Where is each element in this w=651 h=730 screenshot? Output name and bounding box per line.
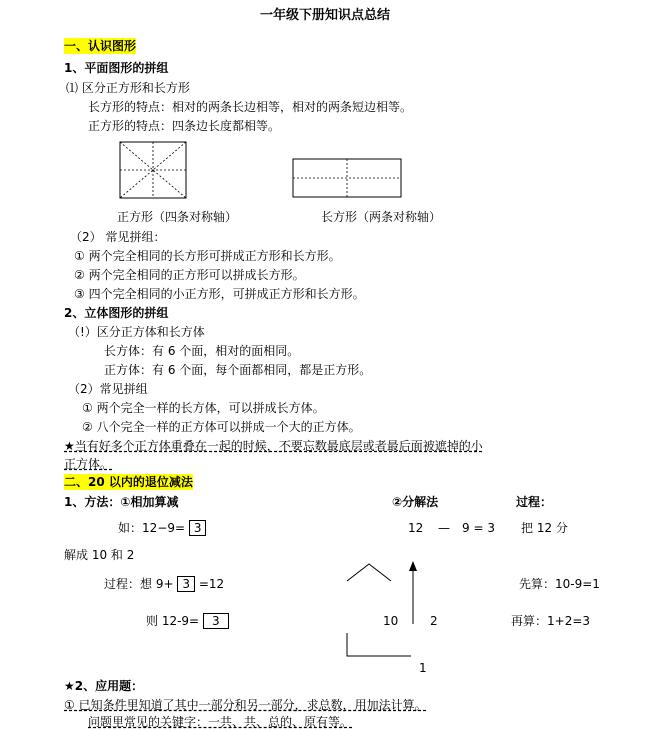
cube-feature: 正方体：有 6 个面，每个面都相同，都是正方形。 bbox=[104, 363, 372, 377]
point-common-solid-combos: （2）常见拼组 bbox=[68, 382, 148, 396]
then-line bbox=[146, 613, 229, 629]
remainder-one: 1 bbox=[419, 661, 427, 675]
rect-caption: 长方形（两条对称轴） bbox=[321, 210, 442, 224]
method-add-to-subtract: 1、方法：①相加算减 bbox=[64, 495, 179, 509]
method-decompose: ②分解法 bbox=[392, 495, 439, 509]
section-heading-subtraction: 二、20 以内的退位减法 bbox=[64, 475, 193, 489]
square-caption: 正方形（四条对称轴） bbox=[117, 210, 238, 224]
subheading-solid-shapes: 2、立体图形的拼组 bbox=[64, 306, 169, 320]
then-prefix: 则 12-9= bbox=[146, 614, 200, 628]
decomposition-diagram bbox=[347, 561, 417, 656]
example-line bbox=[118, 520, 206, 536]
list-item: ① 两个完全一样的长方体，可以拼成长方体。 bbox=[82, 401, 325, 415]
list-item: ② 两个完全相同的正方形可以拼成长方形。 bbox=[74, 268, 305, 282]
list-item: ① 两个完全相同的长方形可拼成正方形和长方形。 bbox=[74, 249, 341, 263]
decompose-text: 解成 10 和 2 bbox=[64, 548, 135, 562]
decompose-a: 12 bbox=[408, 521, 424, 535]
star-note-line2: 正方体。 bbox=[64, 457, 113, 471]
process-suffix: =12 bbox=[198, 577, 225, 591]
point-distinguish: ⑴ 区分正方形和长方形 bbox=[66, 81, 190, 95]
square-with-axes bbox=[120, 142, 186, 198]
section-heading-shapes: 一、认识图形 bbox=[64, 39, 137, 53]
star-note-line1: ★当有好多个正方体重叠在一起的时候，不要忘数最底层或者最后面被遮掉的小 bbox=[64, 439, 483, 453]
section-heading-word-problems: ★2、应用题： bbox=[64, 679, 144, 693]
first-calc: 先算：10-9=1 bbox=[519, 577, 600, 591]
rectangle-with-axes bbox=[293, 159, 401, 197]
then-calc: 再算：1+2=3 bbox=[511, 614, 591, 628]
word-problem-item: ① 已知条件里知道了其中一部分和另一部分，求总数，用加法计算。 bbox=[64, 698, 427, 712]
list-item: ② 八个完全一样的正方体可以拼成一个大的正方体。 bbox=[82, 420, 361, 434]
answer-box: 3 bbox=[177, 576, 195, 592]
process-prefix: 过程：想 9+ bbox=[104, 577, 174, 591]
decompose-two: 2 bbox=[430, 614, 438, 628]
answer-box: 3 bbox=[189, 520, 207, 536]
process-line bbox=[104, 576, 224, 592]
point-common-combos: （2） 常见拼组： bbox=[70, 230, 166, 244]
subheading-plane-shapes: 1、平面图形的拼组 bbox=[64, 61, 169, 75]
list-item: ③ 四个完全相同的小正方形，可拼成正方形和长方形。 bbox=[74, 287, 365, 301]
process-label: 过程： bbox=[516, 495, 553, 509]
point-distinguish-solids: （!）区分正方体和长方体 bbox=[68, 325, 205, 339]
answer-box: 3 bbox=[203, 613, 229, 629]
decompose-c: 把 12 分 bbox=[521, 521, 568, 535]
square-feature: 正方形的特点：四条边长度都相等。 bbox=[88, 119, 281, 133]
decompose-ten: 10 bbox=[383, 614, 399, 628]
keywords-line: 问题里常见的关键字：一共、共、总的、原有等。 bbox=[88, 715, 353, 729]
decompose-dash: — bbox=[438, 521, 450, 535]
example-prefix: 如：12−9= bbox=[118, 521, 186, 535]
cuboid-feature: 长方体：有 6 个面，相对的面相同。 bbox=[104, 344, 300, 358]
rect-feature: 长方形的特点：相对的两条长边相等，相对的两条短边相等。 bbox=[88, 100, 413, 114]
page-title: 一年级下册知识点总结 bbox=[260, 8, 391, 23]
decompose-b: 9 = 3 bbox=[462, 521, 495, 535]
